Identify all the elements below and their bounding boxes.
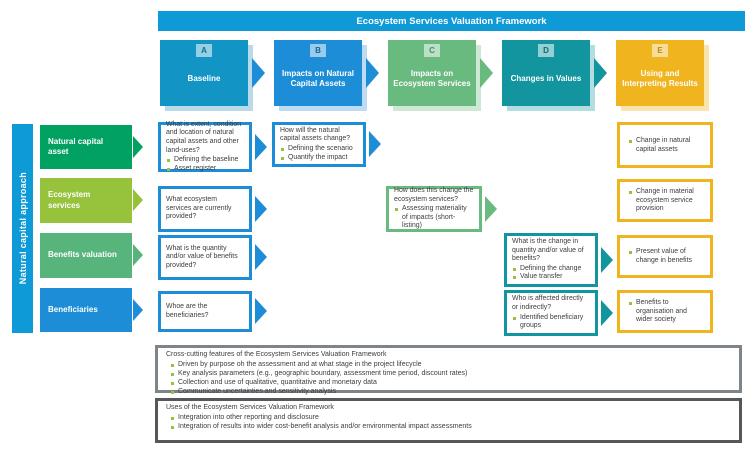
row-label-beneficiaries bbox=[40, 288, 132, 332]
uses-box bbox=[155, 398, 742, 443]
bullet-item: Change in material ecosystem service provision bbox=[628, 188, 705, 214]
bullet-item: Assessing materiality of impacts (short-listing) bbox=[394, 205, 474, 231]
title-bar bbox=[158, 11, 745, 31]
cell-question: What ecosystem services are currently provided? bbox=[166, 196, 232, 221]
column-header-label: Using and Interpreting Results bbox=[622, 68, 698, 88]
sidebar-label: Natural capital approach bbox=[17, 172, 28, 285]
column-letter-badge: C bbox=[424, 44, 440, 57]
row-arrow-icon bbox=[133, 189, 143, 211]
cell-bullets bbox=[628, 248, 705, 265]
row-label-natural-capital-asset bbox=[40, 125, 132, 169]
bullet-item: Asset register bbox=[166, 165, 244, 174]
flow-arrow-icon bbox=[255, 244, 267, 270]
column-header-impacts-services bbox=[388, 40, 476, 106]
cell-result-benefits bbox=[617, 235, 713, 278]
row-arrow-icon bbox=[133, 299, 143, 321]
footer-bullets bbox=[170, 361, 731, 397]
row-label-text: Ecosystem services bbox=[48, 190, 91, 210]
cell-question: What is the change in quantity and/or value of benefits? bbox=[512, 237, 584, 263]
flow-arrow-icon bbox=[594, 58, 607, 88]
cell-question: What is extent, condition and location of natural capital assets and other land-uses? bbox=[166, 120, 242, 154]
bullet-item: Integration into other reporting and disclosure bbox=[170, 414, 731, 423]
cell-result-services bbox=[617, 179, 713, 222]
cell-bullets bbox=[628, 137, 705, 154]
flow-arrow-icon bbox=[601, 300, 613, 326]
column-header-label: Impacts on Natural Capital Assets bbox=[281, 68, 354, 88]
cell-bullets bbox=[394, 205, 474, 231]
bullet-item: Communicate uncertainties and sensitivity analysis bbox=[170, 388, 731, 397]
cell-bullets bbox=[628, 299, 705, 325]
bullet-item: Present value of change in benefits bbox=[628, 248, 705, 265]
flow-arrow-icon bbox=[252, 58, 265, 88]
column-header-changes-values bbox=[502, 40, 590, 106]
natural-capital-approach-bar bbox=[12, 124, 33, 333]
bullet-item: Quantify the impact bbox=[280, 154, 358, 163]
bullet-item: Defining the scenario bbox=[280, 145, 358, 154]
column-header-label: Impacts on Ecosystem Services bbox=[393, 68, 471, 88]
column-letter-badge: A bbox=[196, 44, 212, 57]
footer-bullets bbox=[170, 414, 731, 432]
column-header-label: Baseline bbox=[187, 73, 221, 83]
row-label-benefits-valuation bbox=[40, 233, 132, 278]
bullet-item: Identified beneficiary groups bbox=[512, 314, 590, 331]
bullet-item: Driven by purpose oh the assessment and at what stage in the project lifecycle bbox=[170, 361, 731, 370]
column-header-label: Changes in Values bbox=[510, 73, 582, 83]
row-label-text: Beneficiaries bbox=[48, 304, 98, 314]
cell-baseline-beneficiaries bbox=[158, 291, 252, 332]
flow-arrow-icon bbox=[366, 58, 379, 88]
bullet-item: Value transfer bbox=[512, 273, 590, 282]
cell-question: Who is affected directly or indirectly? bbox=[512, 295, 584, 311]
footer-title: Cross-cutting features of the Ecosystem Services Valuation Framework bbox=[166, 351, 387, 358]
column-letter-badge: E bbox=[652, 44, 668, 57]
cell-question: How will the natural capital assets change? bbox=[280, 126, 351, 143]
row-label-ecosystem-services bbox=[40, 178, 132, 223]
cell-baseline-benefits bbox=[158, 235, 252, 280]
column-letter-badge: B bbox=[310, 44, 326, 57]
column-header-impacts-assets bbox=[274, 40, 362, 106]
cell-bullets bbox=[166, 156, 244, 173]
cell-question: How does this change the ecosystem services? bbox=[394, 186, 474, 203]
bullet-item: Integration of results into wider cost-benefit analysis and/or environmental impact assessments bbox=[170, 423, 731, 432]
cell-question: What is the quantity and/or value of benefits provided? bbox=[166, 244, 238, 269]
column-header-baseline bbox=[160, 40, 248, 106]
row-arrow-icon bbox=[133, 136, 143, 158]
cell-impacts-services bbox=[386, 186, 482, 232]
cross-cutting-features-box bbox=[155, 345, 742, 393]
bullet-item: Key analysis parameters (e.g., geographic boundary, assessment time period, discount rates) bbox=[170, 370, 731, 379]
cell-bullets bbox=[628, 188, 705, 214]
cell-baseline-asset bbox=[158, 122, 252, 172]
column-letter-badge: D bbox=[538, 44, 554, 57]
footer-title: Uses of the Ecosystem Services Valuation Framework bbox=[166, 404, 334, 411]
cell-question: Whoe are the beneficiaries? bbox=[166, 302, 209, 319]
cell-result-beneficiaries bbox=[617, 290, 713, 333]
bullet-item: Benefits to organisation and wider society bbox=[628, 299, 705, 325]
cell-bullets bbox=[512, 265, 590, 282]
flow-arrow-icon bbox=[601, 247, 613, 273]
cell-result-asset bbox=[617, 122, 713, 168]
flow-arrow-icon bbox=[255, 196, 267, 222]
cell-bullets bbox=[280, 145, 358, 162]
flow-arrow-icon bbox=[255, 134, 267, 160]
row-label-text: Natural capital asset bbox=[48, 136, 104, 156]
column-header-using-results bbox=[616, 40, 704, 106]
cell-change-benefits bbox=[504, 233, 598, 287]
flow-arrow-icon bbox=[480, 58, 493, 88]
cell-baseline-services bbox=[158, 186, 252, 232]
bullet-item: Defining the change bbox=[512, 265, 590, 274]
page-title: Ecosystem Services Valuation Framework bbox=[356, 15, 547, 27]
cell-affected-groups bbox=[504, 290, 598, 336]
cell-impacts-asset bbox=[272, 122, 366, 167]
bullet-item: Change in natural capital assets bbox=[628, 137, 705, 154]
row-label-text: Benefits valuation bbox=[48, 250, 117, 260]
bullet-item: Collection and use of qualitative, quantitative and monetary data bbox=[170, 379, 731, 388]
flow-arrow-icon bbox=[369, 131, 381, 157]
flow-arrow-icon bbox=[485, 196, 497, 222]
row-arrow-icon bbox=[133, 244, 143, 266]
bullet-item: Defining the baseline bbox=[166, 156, 244, 165]
flow-arrow-icon bbox=[255, 298, 267, 324]
cell-bullets bbox=[512, 314, 590, 331]
